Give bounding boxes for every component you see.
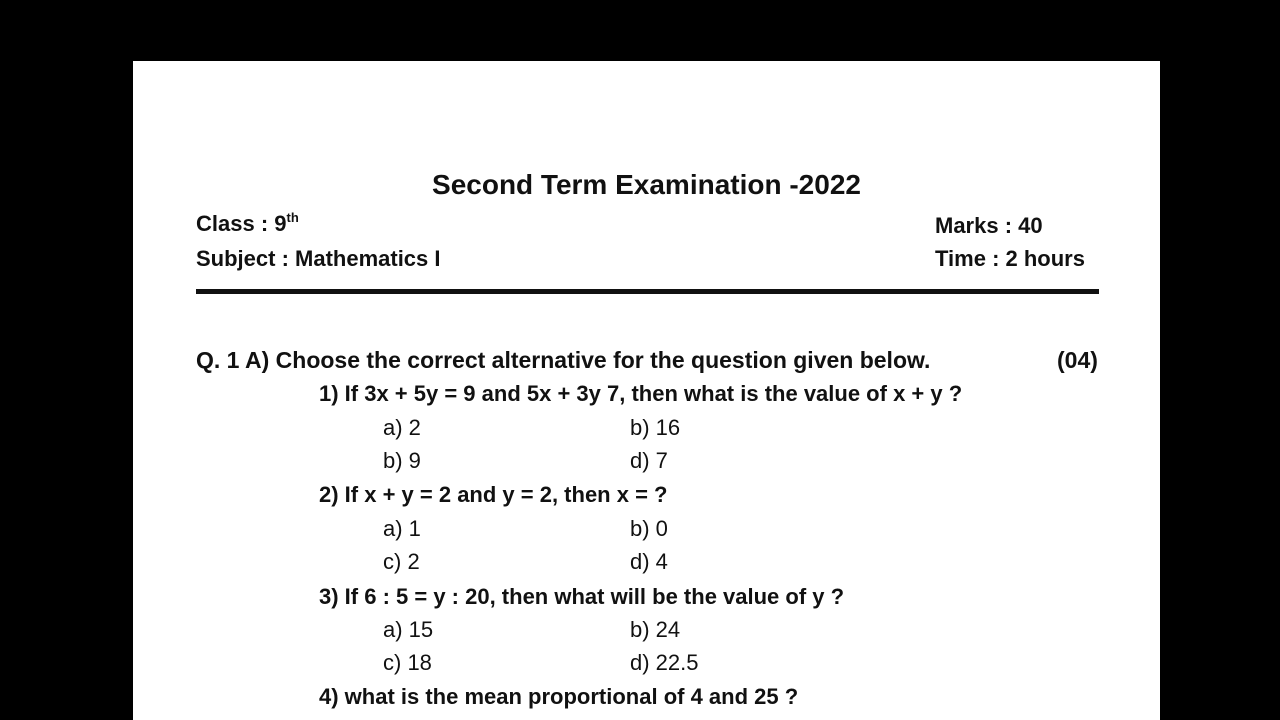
question-3-option-1: a) 15 (383, 617, 434, 642)
class-info (196, 210, 299, 236)
section-heading: Q. 1 A) Choose the correct alternative for the question given below. (196, 347, 931, 373)
question-1-option-1: a) 2 (383, 415, 421, 440)
section-marks: (04) (1057, 347, 1098, 373)
question-2-option-4: d) 4 (630, 549, 668, 574)
question-3-option-2: b) 24 (630, 617, 681, 642)
exam-paper (133, 61, 1160, 720)
header-divider (196, 289, 1099, 294)
question-3-option-4: d) 22.5 (630, 650, 699, 675)
question-1-option-4: d) 7 (630, 448, 668, 473)
question-2-option-1: a) 1 (383, 516, 421, 541)
question-4: 4) what is the mean proportional of 4 and 25 ? (319, 684, 799, 709)
subject-info: Subject : Mathematics I (196, 246, 441, 271)
question-2-option-2: b) 0 (630, 516, 668, 541)
question-2: 2) If x + y = 2 and y = 2, then x = ? (319, 482, 668, 507)
question-3-option-3: c) 18 (383, 650, 432, 675)
question-1-option-2: b) 16 (630, 415, 681, 440)
class-superscript: th (286, 210, 299, 225)
time-info: Time : 2 hours (935, 246, 1085, 271)
question-2-option-3: c) 2 (383, 549, 420, 574)
question-3: 3) If 6 : 5 = y : 20, then what will be the value of y ? (319, 584, 845, 609)
marks-info: Marks : 40 (935, 213, 1043, 238)
question-1-option-3: b) 9 (383, 448, 421, 473)
question-1: 1) If 3x + 5y = 9 and 5x + 3y 7, then what is the value of x + y ? (319, 381, 963, 406)
class-label: Class : 9 (196, 211, 287, 236)
exam-title: Second Term Examination -2022 (432, 169, 861, 200)
